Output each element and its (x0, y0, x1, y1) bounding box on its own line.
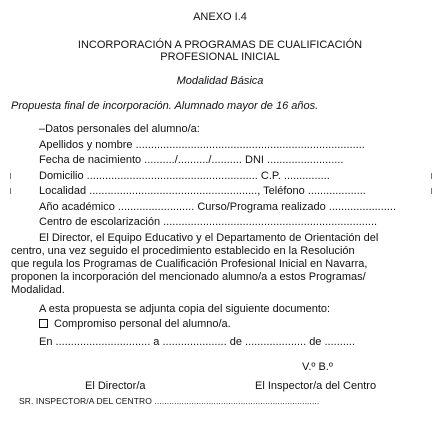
modality: Modalidad Básica (176, 75, 264, 87)
inspector-signature-label: El Inspector/a del Centro (255, 380, 377, 392)
margin-mark (431, 173, 432, 179)
locality-field: Localidad ......................................................., Teléfono ................... (39, 185, 366, 197)
paragraph-line-2: centro, una vez seguido el procedimiento establecido en la Resolución (11, 245, 355, 257)
paragraph-line-3: que regula los Programas de Cualificación Profesional Inicial en Navarra, (11, 258, 368, 270)
paragraph-line-5: Modalidad. (11, 284, 65, 296)
place-date-line: En ............................... a ..................... de .................... de .......... (39, 336, 356, 348)
title-line-1: INCORPORACIÓN A PROGRAMAS DE CUALIFICACIÓN (77, 39, 363, 51)
title-line-2: PROFESIONAL INICIAL (160, 51, 280, 63)
attachment-intro: A esta propuesta se adjunta copia del siguiente documento: (39, 303, 331, 315)
director-signature-label: El Director/a (85, 380, 146, 392)
academic-year-field: Año académico ......................... Curso/Programa realizado ...................... (39, 201, 397, 213)
footer-addressee: SR. INSPECTOR/A DEL CENTRO ................................................................... (19, 396, 320, 406)
paragraph-line-4: proponen la incorporación del mencionado alumno/a a estos Programas/ (11, 271, 366, 283)
checkbox-icon (39, 319, 48, 328)
margin-mark (431, 188, 432, 194)
birth-date-field: Fecha de nacimiento ........../........../.......... DNI ......................... (39, 154, 344, 166)
personal-data-heading: –Datos personales del alumno/a: (39, 123, 200, 135)
annex-label: ANEXO I.4 (193, 11, 247, 23)
margin-mark (10, 173, 11, 179)
school-field: Centro de escolarización ...................................................................... (39, 216, 378, 228)
surname-name-field: Apellidos y nombre ........................................................................... (39, 139, 365, 151)
address-field: Domicilio ........................................................ C.P. ............... (39, 170, 330, 182)
proposal-line: Propuesta final de incorporación. Alumnado mayor de 16 años. (11, 100, 319, 112)
vobo-label: V.º B.º (302, 361, 333, 373)
attachment-item-label: Compromiso personal del alumno/a. (54, 318, 231, 330)
attachment-item (39, 318, 231, 331)
margin-mark (10, 188, 11, 194)
paragraph-line-1: El Director, el Equipo Educativo y el Departamento de Orientación del (39, 232, 379, 244)
